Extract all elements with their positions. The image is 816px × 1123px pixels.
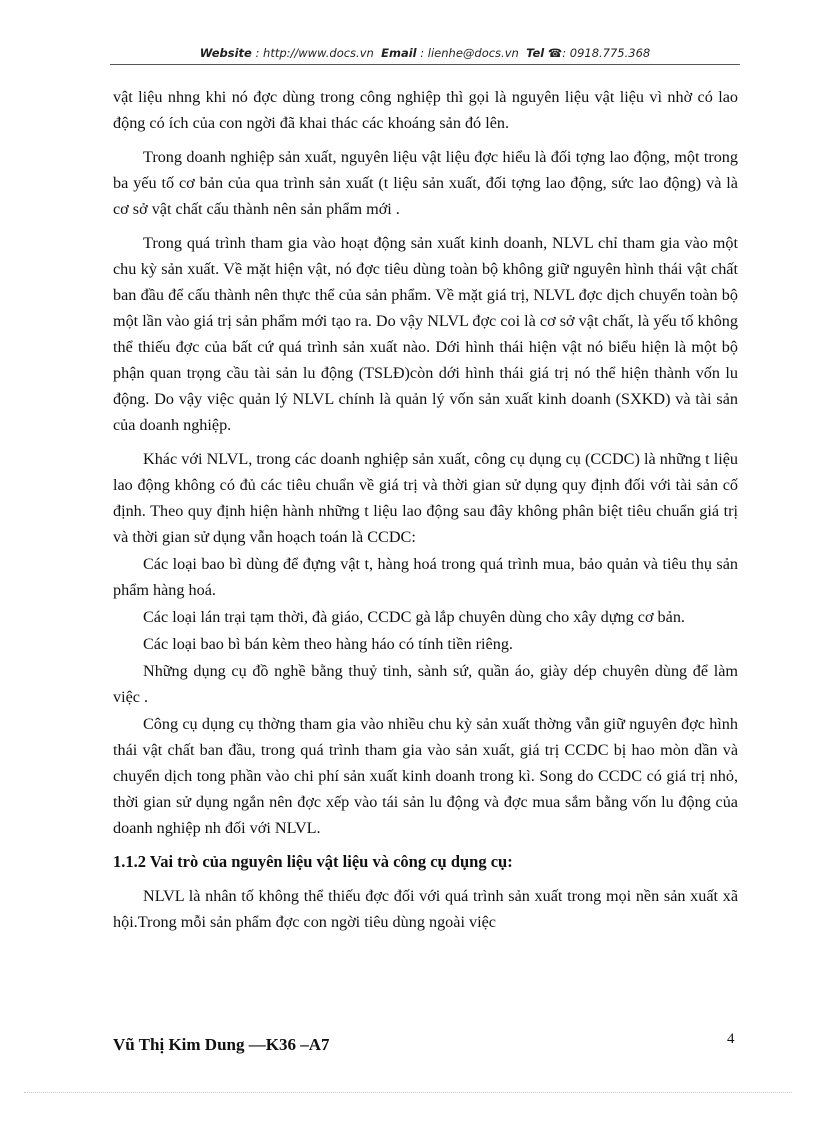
- page-header: [110, 46, 740, 60]
- footer-author: Vũ Thị Kim Dung —K36 –A7: [113, 1035, 330, 1054]
- paragraph-9: Công cụ dụng cụ thờng tham gia vào nhiều chu kỳ sản xuất thờng vẫn giữ nguyên đợc hình thái vật chất ban đầu, trong quá trình tham gia vào sản xuất, giá trị CCDC bị hao mòn dần và chuyển dịch tong phần vào chi phí sản xuất kinh doanh trong kì. Song do CCDC có giá trị nhỏ, thời gian sử dụng ngắn nên đợc xếp vào tái sản lu động và đợc mua sắm bằng vốn lu động của doanh nghiệp nh đối với NLVL.: [113, 715, 738, 837]
- paragraph-1: vật liệu nhng khi nó đợc dùng trong công nghiệp thì gọi là nguyên liệu vật liệu vì nhờ có lao động có ích của con ngời đã khai thác các khoáng sản đó lên.: [113, 88, 738, 132]
- email-value: : lienhe@docs.vn: [420, 46, 519, 60]
- header-divider: [110, 64, 740, 65]
- page-number: 4: [727, 1031, 735, 1047]
- page-bottom-border: [24, 1092, 792, 1093]
- email-label: Email: [381, 46, 417, 60]
- phone-icon: ☎: [547, 46, 563, 60]
- paragraph-3: Trong quá trình tham gia vào hoạt động sản xuất kinh doanh, NLVL chỉ tham gia vào một chu kỳ sản xuất. Về mặt hiện vật, nó đợc tiêu dùng toàn bộ không giữ nguyên hình thái vật chất ban đầu để cấu thành nên thực thể của sản phẩm. Về mặt giá trị, NLVL đợc dịch chuyển toàn bộ một lần vào giá trị sản phẩm mới tạo ra. Do vậy NLVL đợc coi là cơ sở vật chất, là yếu tố không thể thiếu đợc của bất cứ quá trình sản xuất nào. Dới hình thái hiện vật nó biểu hiện là một bộ phận quan trọng cầu tài sản lu động (TSLĐ)còn dới hình thái giá trị nó thể hiện thành vốn lu động. Do vậy việc quản lý NLVL chính là quản lý vốn sản xuất kinh doanh (SXKD) và tài sản của doanh nghiệp.: [113, 234, 738, 434]
- website-value: : http://www.docs.vn: [255, 46, 374, 60]
- paragraph-4: Khác với NLVL, trong các doanh nghiệp sản xuất, công cụ dụng cụ (CCDC) là những t liệu lao động không có đủ các tiêu chuẩn về giá trị và thời gian sử dụng quy định đối với tài sản cố định. Theo quy định hiện hành những t liệu lao động sau đây không phân biệt tiêu chuẩn giá trị và thời gian sử dụng vẫn hoạch toán là CCDC:: [113, 450, 738, 546]
- document-body: [113, 84, 738, 943]
- paragraph-7: Các loại bao bì bán kèm theo hàng háo có tính tiền riêng.: [143, 635, 513, 653]
- paragraph-10: NLVL là nhân tố không thể thiếu đợc đối với quá trình sản xuất trong mọi nền sản xuất xã hội.Trong mỗi sản phẩm đợc con ngời tiêu dùng ngoài việc: [113, 887, 738, 931]
- tel-label: Tel: [526, 46, 545, 60]
- paragraph-6: Các loại lán trại tạm thời, đà giáo, CCDC gà lắp chuyên dùng cho xây dựng cơ bản.: [143, 608, 685, 626]
- paragraph-5: Các loại bao bì dùng để đựng vật t, hàng hoá trong quá trình mua, bảo quản và tiêu thụ sản phẩm hàng hoá.: [113, 555, 738, 599]
- tel-value: : 0918.775.368: [562, 46, 651, 60]
- section-heading: 1.1.2 Vai trò của nguyên liệu vật liệu và công cụ dụng cụ:: [113, 852, 513, 871]
- paragraph-2: Trong doanh nghiệp sản xuất, nguyên liệu vật liệu đợc hiểu là đối tợng lao động, một trong ba yếu tố cơ bản của qua trình sản xuất (t liệu sản xuất, đối tợng lao động, sức lao động) và là cơ sở vật chất cấu thành nên sản phẩm mới .: [113, 148, 738, 218]
- paragraph-8: Những dụng cụ đồ nghề bằng thuỷ tinh, sành sứ, quần áo, giày dép chuyên dùng để làm việc .: [113, 662, 738, 706]
- website-label: Website: [199, 46, 252, 60]
